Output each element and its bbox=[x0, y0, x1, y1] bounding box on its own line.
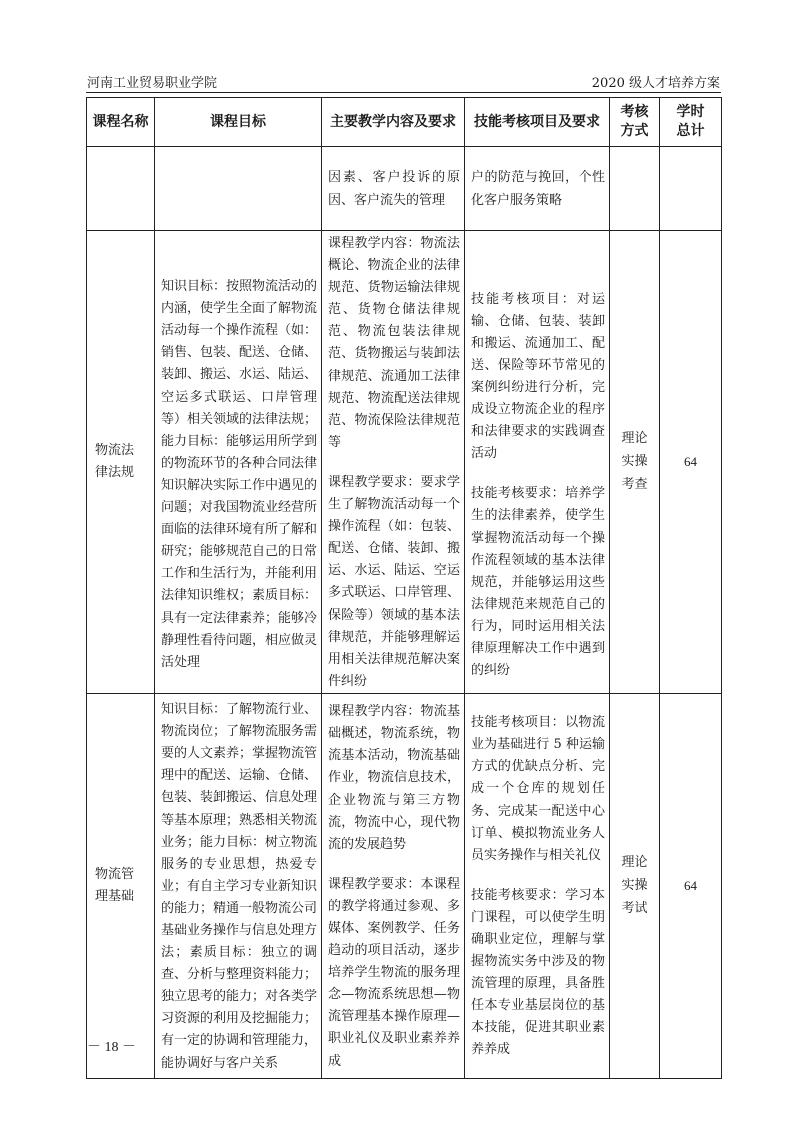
assessment-mode-cell bbox=[610, 231, 660, 694]
page-number: － 18 － bbox=[87, 1040, 136, 1055]
table-row bbox=[87, 693, 722, 1078]
col-header-mode-line1: 考核 bbox=[620, 104, 649, 120]
col-header-hours-line2: 总计 bbox=[676, 123, 705, 139]
course-name-cell bbox=[87, 693, 155, 1078]
course-goal-cell bbox=[155, 147, 322, 231]
total-hours-cell: 64 bbox=[660, 693, 722, 1078]
teaching-requirement-text: 课程教学要求：要求学生了解物流活动每一个操作流程（如：包装、配送、仓储、装卸、搬运、水运、陆运、空运多式联运、口岸管理、保险等）领域的基本法律规范，并能够理解运用相关法律规范解决案件纠纷 bbox=[328, 474, 460, 689]
assessment-mode-cell bbox=[610, 693, 660, 1078]
teaching-content-text: 课程教学内容：物流基础概述，物流系统，物流基本活动，物流基础作业，物流信息技术，企业物流与第三方物流，物流中心，现代物流的发展趋势 bbox=[328, 704, 460, 852]
assessment-mode-cell bbox=[610, 147, 660, 231]
assessment-mode-line: 考试 bbox=[621, 901, 648, 917]
col-header-total-hours bbox=[660, 98, 722, 147]
table-row bbox=[87, 147, 722, 231]
col-header-course-goal: 课程目标 bbox=[155, 98, 322, 147]
col-header-teaching-content: 主要教学内容及要求 bbox=[322, 98, 465, 147]
course-name-text: 物流法律法规 bbox=[95, 442, 135, 480]
assessment-mode-line: 考查 bbox=[621, 477, 648, 493]
skill-project-text: 技能考核项目：以物流业为基础进行 5 种运输方式的优缺点分析、完成一个仓库的规划任务、完成某一配送中心订单、模拟物流业务人员实务操作与相关礼仪 bbox=[471, 715, 605, 863]
teaching-content-cell bbox=[322, 231, 465, 694]
skill-assessment-cell bbox=[465, 231, 610, 694]
teaching-content-cell bbox=[322, 147, 465, 231]
header-divider bbox=[86, 92, 721, 93]
teaching-content-cell bbox=[322, 693, 465, 1078]
table-row bbox=[87, 231, 722, 694]
col-header-course-name: 课程名称 bbox=[87, 98, 155, 147]
course-goal-text: 知识目标：按照物流活动的内涵，使学生全面了解物流活动每一个操作流程（如：销售、包装、配送、仓储、装卸、搬运、水运、陆运、空运多式联运、口岸管理等）相关领域的法律法规；能力目标：能够运用所学到的物流环节的各种合同法律知识解决实际工作中遇见的问题；对我国物流业经营所面临的法律环境有所了解和研究；能够规范自己的日常工作和生活行为，并能利用法律知识维权；素质目标：具有一定法律素养；能够冷静理性看待问题，相应做灵活处理 bbox=[161, 279, 318, 670]
assessment-mode-line: 实操 bbox=[621, 454, 648, 470]
course-name-text: 物流管理基础 bbox=[95, 866, 135, 904]
col-header-hours-line1: 学时 bbox=[676, 104, 705, 120]
teaching-content-text: 因素、客户投诉的原因、客户流失的管理 bbox=[328, 170, 460, 208]
course-goal-cell bbox=[155, 693, 322, 1078]
skill-requirement-text: 技能考核要求：学习本门课程，可以使学生明确职业定位，理解与掌握物流实务中涉及的物流管理的原理，具备胜任本专业基层岗位的基本技能，促进其职业素养养成 bbox=[471, 887, 605, 1058]
course-table bbox=[86, 97, 722, 1079]
skill-assessment-cell bbox=[465, 147, 610, 231]
col-header-mode-line2: 方式 bbox=[620, 123, 649, 139]
header-institution: 河南工业贸易职业学院 bbox=[87, 76, 218, 91]
course-goal-text: 知识目标：了解物流行业、物流岗位；了解物流服务需要的人文素养；掌握物流管理中的配送、运输、仓储、包装、装卸搬运、信息处理等基本原理；熟悉相关物流业务；能力目标：树立物流服务的专业思想，热爱专业；有自主学习专业新知识的能力；精通一般物流公司基础业务操作与信息处理方法；素质目标：独立的调查、分析与整理资料能力；独立思考的能力；对各类学习资源的利用及挖掘能力；有一定的协调和管理能力，能协调好与客户关系 bbox=[161, 702, 318, 1071]
skill-requirement-text: 技能考核要求：培养学生的法律素养，使学生掌握物流活动每一个操作流程领域的基本法律规范，并能够运用这些法律规范来规范自己的行为，同时运用相关法律原理解决工作中遇到的纠纷 bbox=[471, 486, 605, 679]
course-goal-cell bbox=[155, 231, 322, 694]
assessment-mode-line: 理论 bbox=[621, 855, 648, 871]
course-name-cell bbox=[87, 231, 155, 694]
teaching-requirement-text: 课程教学要求：本课程的教学将通过参观、多媒体、案例教学、任务趋动的项目活动，逐步培养学生物流的服务理念—物流系统思想—物流管理基本操作原理—职业礼仪及职业素养养成 bbox=[328, 876, 460, 1069]
total-hours-cell: 64 bbox=[660, 231, 722, 694]
skill-project-text: 技能考核项目：对运输、仓储、包装、装卸和搬运、流通加工、配送、保险等环节常见的案例纠纷进行分析，完成设立物流企业的程序和法律要求的实践调查活动 bbox=[471, 291, 605, 462]
table-header-row bbox=[87, 98, 722, 147]
col-header-skill-assessment: 技能考核项目及要求 bbox=[465, 98, 610, 147]
skill-assessment-text: 户的防范与挽回，个性化客户服务策略 bbox=[471, 170, 605, 208]
col-header-assessment-mode bbox=[610, 98, 660, 147]
assessment-mode-line: 理论 bbox=[621, 431, 648, 447]
total-hours-cell bbox=[660, 147, 722, 231]
course-name-cell bbox=[87, 147, 155, 231]
teaching-content-text: 课程教学内容：物流法概论、物流企业的法律规范、货物运输法律规范、货物仓储法律规范、物流包装法律规范、货物搬运与装卸法律规范、流通加工法律规范、物流配送法律规范、物流保险法律规范等 bbox=[328, 236, 460, 450]
assessment-mode-line: 实操 bbox=[621, 878, 648, 894]
skill-assessment-cell bbox=[465, 693, 610, 1078]
header-document-title: 2020 级人才培养方案 bbox=[591, 76, 720, 91]
